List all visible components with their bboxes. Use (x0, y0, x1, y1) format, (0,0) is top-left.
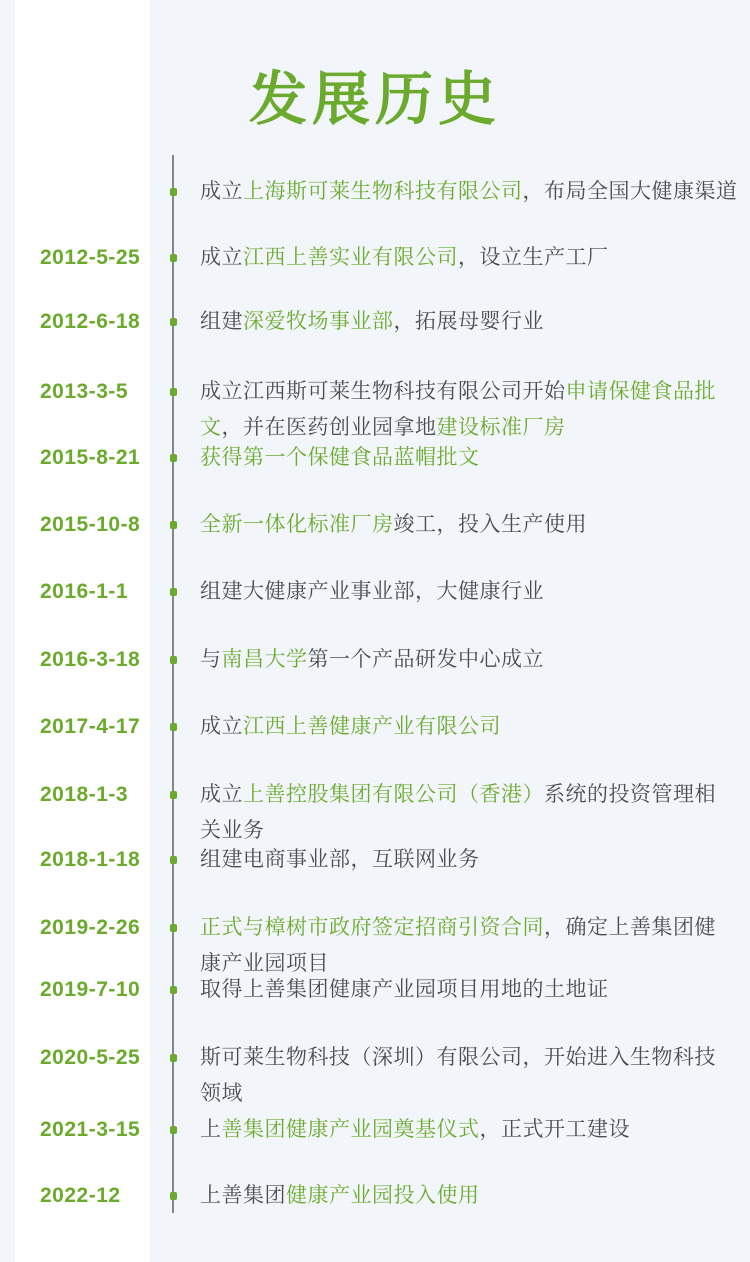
timeline-text (200, 842, 480, 878)
timeline-dot-icon (170, 588, 177, 596)
text-segment: 文 (200, 416, 222, 439)
page-title: 发展历史 (248, 67, 501, 132)
timeline-date: 2016-3-18 (40, 648, 141, 671)
text-segment: 康产业园项目 (200, 952, 329, 975)
text-line (200, 440, 480, 476)
text-line (200, 304, 544, 340)
timeline-dot-icon (170, 856, 177, 864)
text-segment: 申请保健食品批 (565, 380, 716, 403)
timeline-date: 2021-3-15 (40, 1118, 141, 1141)
text-segment: ，正式开工建设 (479, 1118, 630, 1141)
text-segment: 正式与樟树市政府签定招商引资合同 (200, 916, 544, 939)
text-segment: 全新一体化标准厂房 (200, 513, 394, 536)
timeline-dot-icon (170, 188, 177, 196)
text-line (200, 972, 609, 1008)
text-segment: 获得第一个保健食品蓝帽批文 (200, 446, 480, 469)
text-line (200, 842, 480, 878)
timeline-date: 2019-2-26 (40, 916, 141, 939)
timeline-text (200, 440, 480, 476)
text-line (200, 1040, 716, 1076)
text-segment: 成立 (200, 715, 243, 738)
text-line (200, 910, 716, 946)
text-line (200, 1178, 480, 1214)
text-segment: 南昌大学 (221, 648, 308, 671)
text-segment: 深爱牧场事业部 (243, 310, 394, 333)
timeline-text (200, 374, 716, 446)
text-segment: 成立 (200, 783, 243, 806)
text-segment: 取得上善集团健康产业园项目用地的土地证 (200, 978, 609, 1001)
timeline-text (200, 240, 609, 276)
timeline-text (200, 972, 609, 1008)
text-line (200, 240, 609, 276)
timeline-text (200, 777, 716, 849)
timeline-date: 2018-1-18 (40, 848, 141, 871)
timeline-date: 2017-4-17 (40, 715, 141, 738)
timeline-dot-icon (170, 656, 177, 664)
text-segment: 健康产业园投入使用 (286, 1184, 480, 1207)
timeline-date: 2016-1-1 (40, 580, 129, 603)
text-segment: ，拓展母婴行业 (393, 310, 544, 333)
text-segment: 第一个产品研发中心成立 (307, 648, 544, 671)
text-line (200, 1076, 716, 1112)
timeline-date: 2012-5-25 (40, 246, 141, 269)
text-segment: 组建大健康产业事业部，大健康行业 (200, 580, 544, 603)
text-segment: 上善控股集团有限公司（香港） (243, 783, 544, 806)
timeline-dot-icon (170, 1054, 177, 1062)
timeline-date: 2022-12 (40, 1184, 121, 1207)
timeline-dot-icon (170, 986, 177, 994)
timeline-dot-icon (170, 924, 177, 932)
text-line (200, 374, 716, 410)
timeline-text (200, 304, 544, 340)
timeline-text (200, 1112, 630, 1148)
text-segment: 领域 (200, 1082, 243, 1105)
text-line (200, 1112, 630, 1148)
text-segment: 建设标准厂房 (436, 416, 566, 439)
text-segment: 成立 (200, 180, 243, 203)
text-segment: 组建电商事业部，互联网业务 (200, 848, 480, 871)
text-line (200, 574, 544, 610)
text-segment: 组建 (200, 310, 243, 333)
text-segment: ，确定上善集团健 (544, 916, 716, 939)
text-segment: 斯可莱生物科技（深圳）有限公司，开始进入生物科技 (200, 1046, 716, 1069)
timeline-dot-icon (170, 254, 177, 262)
text-segment: ，设立生产工厂 (458, 246, 609, 269)
text-segment: ，布局全国大健康渠道 (522, 180, 738, 203)
text-segment: 江西上善实业有限公司 (243, 246, 458, 269)
timeline-text (200, 174, 738, 210)
text-line (200, 709, 501, 745)
timeline-dot-icon (170, 791, 177, 799)
text-line (200, 777, 716, 813)
timeline-dot-icon (170, 723, 177, 731)
text-segment: 与 (200, 648, 222, 671)
text-line (200, 174, 738, 210)
text-line (200, 507, 587, 543)
timeline-text (200, 642, 544, 678)
text-segment: 江西上善健康产业有限公司 (243, 715, 501, 738)
text-segment: 上善集团 (200, 1184, 286, 1207)
text-segment: 上 (200, 1118, 222, 1141)
timeline-text (200, 709, 501, 745)
text-segment: 竣工，投入生产使用 (393, 513, 587, 536)
timeline-dot-icon (170, 388, 177, 396)
timeline-date: 2015-8-21 (40, 446, 141, 469)
text-segment: 关业务 (200, 819, 265, 842)
timeline-dot-icon (170, 1126, 177, 1134)
timeline-date: 2013-3-5 (40, 380, 129, 403)
timeline-date: 2015-10-8 (40, 513, 141, 536)
text-segment: 上海斯可莱生物科技有限公司 (243, 180, 523, 203)
timeline-text (200, 1040, 716, 1112)
text-segment: 善集团健康产业园奠基仪式 (221, 1118, 480, 1141)
text-segment: 成立江西斯可莱生物科技有限公司开始 (200, 380, 566, 403)
timeline-dot-icon (170, 318, 177, 326)
timeline-text (200, 507, 587, 543)
timeline-date: 2018-1-3 (40, 783, 129, 806)
timeline-date: 2020-5-25 (40, 1046, 141, 1069)
text-segment: ，并在医药创业园拿地 (221, 416, 437, 439)
timeline-dot-icon (170, 454, 177, 462)
text-line (200, 642, 544, 678)
text-segment: 成立 (200, 246, 243, 269)
timeline-dot-icon (170, 521, 177, 529)
text-segment: 系统的投资管理相 (544, 783, 716, 806)
timeline-date: 2012-6-18 (40, 310, 141, 333)
timeline-dot-icon (170, 1192, 177, 1200)
timeline-text (200, 1178, 480, 1214)
timeline-text (200, 574, 544, 610)
timeline-date: 2019-7-10 (40, 978, 141, 1001)
